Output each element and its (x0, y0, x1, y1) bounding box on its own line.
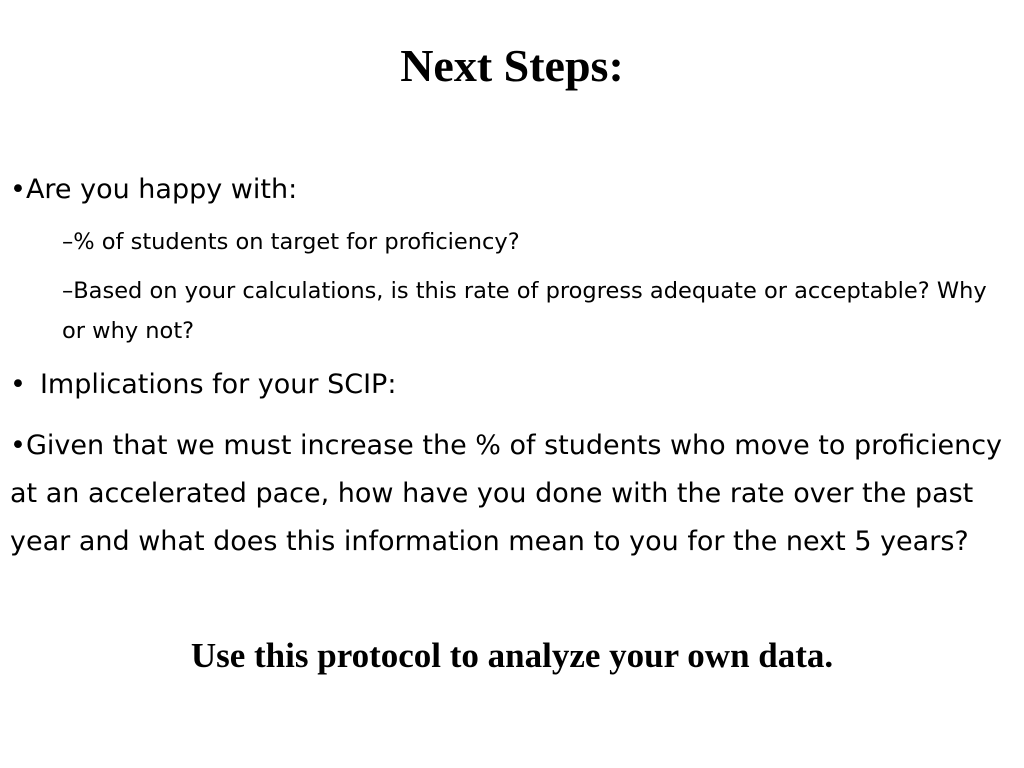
dash-marker: – (62, 278, 74, 304)
bullet-text: Are you happy with: (25, 174, 298, 205)
bullet-marker: • (10, 174, 26, 205)
dash-marker: – (62, 229, 74, 255)
bullet-given-that (10, 422, 1010, 566)
subbullet-text: % of students on target for proficiency? (73, 229, 520, 255)
subbullet-text: Based on your calculations, is this rate of progress adequate or acceptable? Why or why not? (62, 278, 987, 344)
slide-title: Next Steps: (400, 40, 624, 91)
bullet-implications (10, 365, 396, 405)
bullet-marker: • (10, 369, 26, 400)
bullet-happy-with (10, 170, 297, 210)
bullet-text: Given that we must increase the % of students who move to proficiency at an accelerated pace, how have you done with the rate over the past year and what does this information mean to you for the next 5 years? (10, 430, 1003, 557)
bullet-marker: • (10, 430, 26, 461)
subbullet-on-target (62, 222, 992, 262)
closing-statement: Use this protocol to analyze your own data. (190, 636, 834, 675)
bullet-text: Implications for your SCIP: (39, 369, 397, 400)
subbullet-rate-of-progress (62, 271, 992, 351)
